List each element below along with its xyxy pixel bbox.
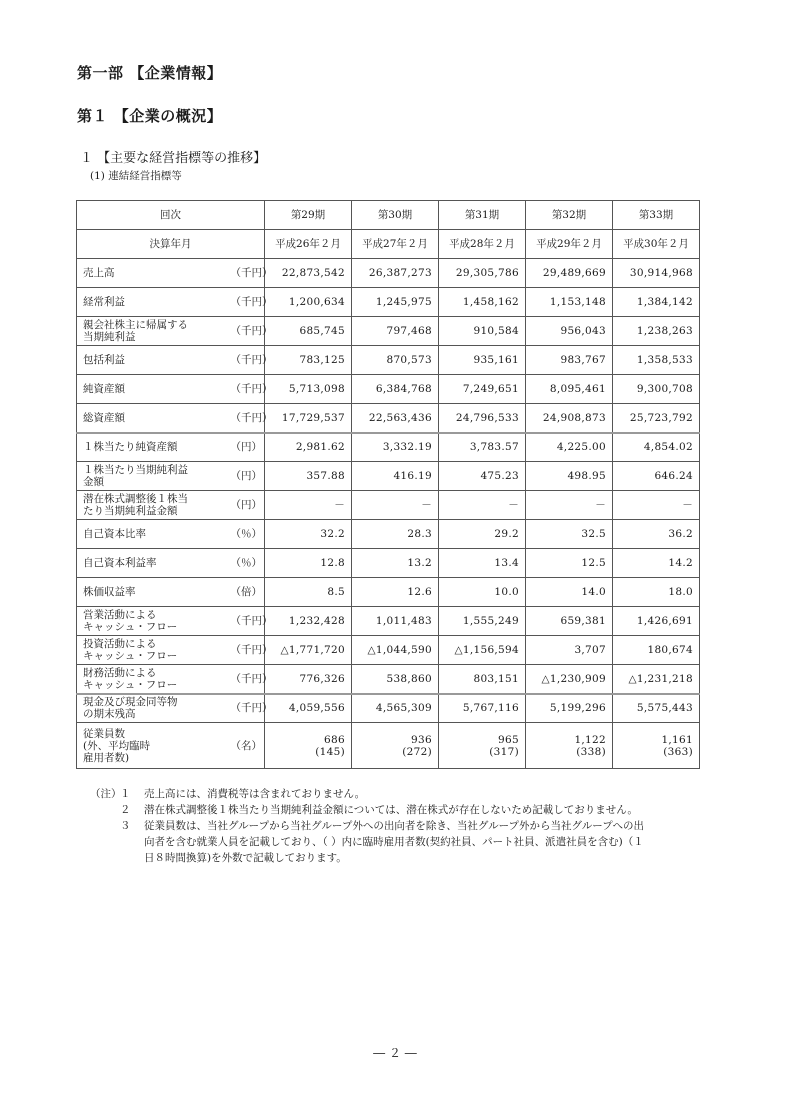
cell-value: 5,767,116 <box>439 694 526 723</box>
row-unit: （千円） <box>225 288 265 317</box>
cell-value: 29,305,786 <box>439 259 526 288</box>
table-row <box>77 433 700 462</box>
note-text: 潜在株式調整後１株当たり当期純利益金額については、潜在株式が存在しないため記載しておりません。 <box>144 804 638 816</box>
row-label: 売上高 <box>77 259 225 288</box>
row-unit: （千円） <box>225 636 265 665</box>
row-unit: （千円） <box>225 607 265 636</box>
table-row <box>77 723 700 769</box>
date-label: 決算年月 <box>77 230 265 259</box>
row-label-line: １株当たり当期純利益 <box>83 464 188 476</box>
note-item <box>90 818 730 866</box>
row-label: １株当たり純資産額 <box>77 433 225 462</box>
table-row <box>77 288 700 317</box>
cell-value: 4,854.02 <box>613 433 700 462</box>
cell-value: 416.19 <box>352 462 439 491</box>
note-number: ２ <box>120 804 131 816</box>
cell-value <box>526 723 613 769</box>
row-label-line: キャッシュ・フロー <box>83 621 178 633</box>
period-header: 第33期 <box>613 201 700 230</box>
cell-value: 8.5 <box>265 578 352 607</box>
cell-value: 9,300,708 <box>613 375 700 404</box>
row-label: 包括利益 <box>77 346 225 375</box>
row-label: 純資産額 <box>77 375 225 404</box>
table-row <box>77 665 700 694</box>
row-label <box>77 491 225 520</box>
row-unit: （千円） <box>225 665 265 694</box>
cell-value: △1,231,218 <box>613 665 700 694</box>
cell-value: 803,151 <box>439 665 526 694</box>
cell-value: 24,796,533 <box>439 404 526 433</box>
section-heading: １ 【主要な経営指標等の推移】 <box>80 151 267 166</box>
page-number: ― ２ ― <box>373 1046 417 1060</box>
employee-count: 686 <box>324 733 345 746</box>
cell-value <box>352 723 439 769</box>
date-header: 平成29年２月 <box>526 230 613 259</box>
note-line: 従業員数は、当社グループから当社グループ外への出向者を除き、当社グループ外から当社グループへの出 <box>144 820 645 832</box>
note-number: ３ <box>120 820 131 832</box>
subsection-heading: (1) 連結経営指標等 <box>90 170 182 182</box>
row-label-line: 当期純利益 <box>83 331 136 343</box>
cell-value: 25,723,792 <box>613 404 700 433</box>
row-label: 総資産額 <box>77 404 225 433</box>
cell-value: 776,326 <box>265 665 352 694</box>
cell-value: 5,199,296 <box>526 694 613 723</box>
table-row <box>77 636 700 665</box>
cell-value: 783,125 <box>265 346 352 375</box>
cell-value: 17,729,537 <box>265 404 352 433</box>
row-label <box>77 462 225 491</box>
row-unit: （％） <box>225 549 265 578</box>
cell-value: － <box>526 491 613 520</box>
cell-value: － <box>352 491 439 520</box>
table-row <box>77 346 700 375</box>
row-unit: （千円） <box>225 694 265 723</box>
cell-value: 12.5 <box>526 549 613 578</box>
cell-value: 1,153,148 <box>526 288 613 317</box>
cell-value: 14.2 <box>613 549 700 578</box>
row-unit: （円） <box>225 491 265 520</box>
row-label <box>77 694 225 723</box>
cell-value: 30,914,968 <box>613 259 700 288</box>
header-label: 回次 <box>77 201 265 230</box>
row-label-line: 営業活動による <box>83 609 157 621</box>
cell-value: 29.2 <box>439 520 526 549</box>
cell-value: 538,860 <box>352 665 439 694</box>
notes-section <box>90 786 730 866</box>
row-unit: （千円） <box>225 346 265 375</box>
cell-value: 5,575,443 <box>613 694 700 723</box>
cell-value: 1,458,162 <box>439 288 526 317</box>
row-label-line: 現金及び現金同等物 <box>83 696 178 709</box>
temp-employee-count: (272) <box>402 745 432 758</box>
table-row <box>77 694 700 723</box>
cell-value: 26,387,273 <box>352 259 439 288</box>
cell-value: △1,230,909 <box>526 665 613 694</box>
row-unit: （％） <box>225 520 265 549</box>
cell-value: 4,565,309 <box>352 694 439 723</box>
cell-value: △1,044,590 <box>352 636 439 665</box>
note-number: １ <box>120 788 131 800</box>
chapter-heading: 第１ 【企業の概況】 <box>77 107 223 125</box>
temp-employee-count: (317) <box>489 745 519 758</box>
row-label: 株価収益率 <box>77 578 225 607</box>
row-label-line: 親会社株主に帰属する <box>83 319 188 331</box>
cell-value: 10.0 <box>439 578 526 607</box>
cell-value: 797,468 <box>352 317 439 346</box>
row-label: 自己資本比率 <box>77 520 225 549</box>
cell-value: 3,783.57 <box>439 433 526 462</box>
note-text: 売上高には、消費税等は含まれておりません。 <box>144 788 366 800</box>
cell-value: 32.2 <box>265 520 352 549</box>
row-label-line: 従業員数 <box>83 727 125 740</box>
date-header: 平成30年２月 <box>613 230 700 259</box>
date-header: 平成28年２月 <box>439 230 526 259</box>
cell-value: 12.6 <box>352 578 439 607</box>
cell-value: 13.4 <box>439 549 526 578</box>
cell-value: 1,200,634 <box>265 288 352 317</box>
cell-value: 910,584 <box>439 317 526 346</box>
row-unit: （千円） <box>225 259 265 288</box>
row-unit: （倍） <box>225 578 265 607</box>
cell-value: 1,384,142 <box>613 288 700 317</box>
cell-value: 18.0 <box>613 578 700 607</box>
row-label: 自己資本利益率 <box>77 549 225 578</box>
employee-count: 1,122 <box>574 733 606 746</box>
cell-value: 32.5 <box>526 520 613 549</box>
row-label-line: 投資活動による <box>83 638 157 650</box>
part-heading: 第一部 【企業情報】 <box>77 64 223 82</box>
date-header: 平成26年２月 <box>265 230 352 259</box>
cell-value: 659,381 <box>526 607 613 636</box>
cell-value: 6,384,768 <box>352 375 439 404</box>
cell-value: 1,232,428 <box>265 607 352 636</box>
cell-value: 983,767 <box>526 346 613 375</box>
cell-value: 7,249,651 <box>439 375 526 404</box>
row-label-line: 潜在株式調整後１株当 <box>83 493 188 505</box>
cell-value: 4,225.00 <box>526 433 613 462</box>
row-label <box>77 723 225 769</box>
cell-value: △1,156,594 <box>439 636 526 665</box>
cell-value: 4,059,556 <box>265 694 352 723</box>
row-unit: （千円） <box>225 404 265 433</box>
table-row <box>77 375 700 404</box>
row-unit: （円） <box>225 462 265 491</box>
cell-value: 685,745 <box>265 317 352 346</box>
temp-employee-count: (363) <box>663 745 693 758</box>
cell-value <box>439 723 526 769</box>
cell-value: 24,908,873 <box>526 404 613 433</box>
cell-value: 1,011,483 <box>352 607 439 636</box>
temp-employee-count: (338) <box>576 745 606 758</box>
row-label <box>77 317 225 346</box>
period-header: 第32期 <box>526 201 613 230</box>
cell-value: 2,981.62 <box>265 433 352 462</box>
cell-value: 498.95 <box>526 462 613 491</box>
period-header-row <box>77 201 700 230</box>
cell-value: 29,489,669 <box>526 259 613 288</box>
row-label-line: キャッシュ・フロー <box>83 678 178 691</box>
row-label <box>77 636 225 665</box>
table-row <box>77 549 700 578</box>
table-row <box>77 607 700 636</box>
date-header-row <box>77 230 700 259</box>
cell-value: － <box>439 491 526 520</box>
row-label: 経常利益 <box>77 288 225 317</box>
cell-value <box>613 723 700 769</box>
cell-value: 870,573 <box>352 346 439 375</box>
row-unit: （千円） <box>225 375 265 404</box>
row-label-line: 財務活動による <box>83 666 157 679</box>
employee-count: 965 <box>498 733 519 746</box>
cell-value: 3,332.19 <box>352 433 439 462</box>
row-label-line: の期末残高 <box>83 708 136 721</box>
cell-value: 180,674 <box>613 636 700 665</box>
cell-value: 1,426,691 <box>613 607 700 636</box>
row-label-line: 金額 <box>83 476 104 488</box>
cell-value: 1,245,975 <box>352 288 439 317</box>
cell-value: 5,713,098 <box>265 375 352 404</box>
row-label-line: (外、平均臨時 <box>83 739 151 752</box>
cell-value: 28.3 <box>352 520 439 549</box>
cell-value: 956,043 <box>526 317 613 346</box>
cell-value: 3,707 <box>526 636 613 665</box>
row-label-line: キャッシュ・フロー <box>83 650 178 662</box>
cell-value: 13.2 <box>352 549 439 578</box>
employee-count: 936 <box>411 733 432 746</box>
cell-value: 22,563,436 <box>352 404 439 433</box>
cell-value: 935,161 <box>439 346 526 375</box>
date-header: 平成27年２月 <box>352 230 439 259</box>
table-row <box>77 520 700 549</box>
note-line: 向者を含む就業人員を記載しており、（ ）内に臨時雇用者数(契約社員、パート社員、派遣社員を含む)（１ <box>144 836 644 848</box>
cell-value: 1,358,533 <box>613 346 700 375</box>
financial-indicators-table <box>76 200 700 769</box>
note-item <box>90 802 730 818</box>
table-row <box>77 578 700 607</box>
note-text <box>144 818 730 866</box>
period-header: 第29期 <box>265 201 352 230</box>
row-unit: （名） <box>225 723 265 769</box>
cell-value: 1,555,249 <box>439 607 526 636</box>
cell-value: 1,238,263 <box>613 317 700 346</box>
cell-value: 357.88 <box>265 462 352 491</box>
cell-value <box>265 723 352 769</box>
table-row <box>77 462 700 491</box>
cell-value: － <box>613 491 700 520</box>
employee-count: 1,161 <box>661 733 693 746</box>
cell-value: － <box>265 491 352 520</box>
note-line: 日８時間換算)を外数で記載しております。 <box>144 852 347 864</box>
cell-value: 14.0 <box>526 578 613 607</box>
row-label <box>77 665 225 694</box>
row-unit: （千円） <box>225 317 265 346</box>
cell-value: 12.8 <box>265 549 352 578</box>
row-label-line: たり当期純利益金額 <box>83 505 178 517</box>
row-label <box>77 607 225 636</box>
table-row <box>77 259 700 288</box>
temp-employee-count: (145) <box>315 745 345 758</box>
cell-value: 8,095,461 <box>526 375 613 404</box>
cell-value: 22,873,542 <box>265 259 352 288</box>
cell-value: △1,771,720 <box>265 636 352 665</box>
period-header: 第31期 <box>439 201 526 230</box>
table-row <box>77 404 700 433</box>
cell-value: 36.2 <box>613 520 700 549</box>
table-row <box>77 491 700 520</box>
period-header: 第30期 <box>352 201 439 230</box>
row-label-line: 雇用者数) <box>83 751 130 764</box>
notes-prefix: （注） <box>90 788 122 800</box>
cell-value: 475.23 <box>439 462 526 491</box>
note-item <box>90 786 730 802</box>
cell-value: 646.24 <box>613 462 700 491</box>
table-row <box>77 317 700 346</box>
row-unit: （円） <box>225 433 265 462</box>
